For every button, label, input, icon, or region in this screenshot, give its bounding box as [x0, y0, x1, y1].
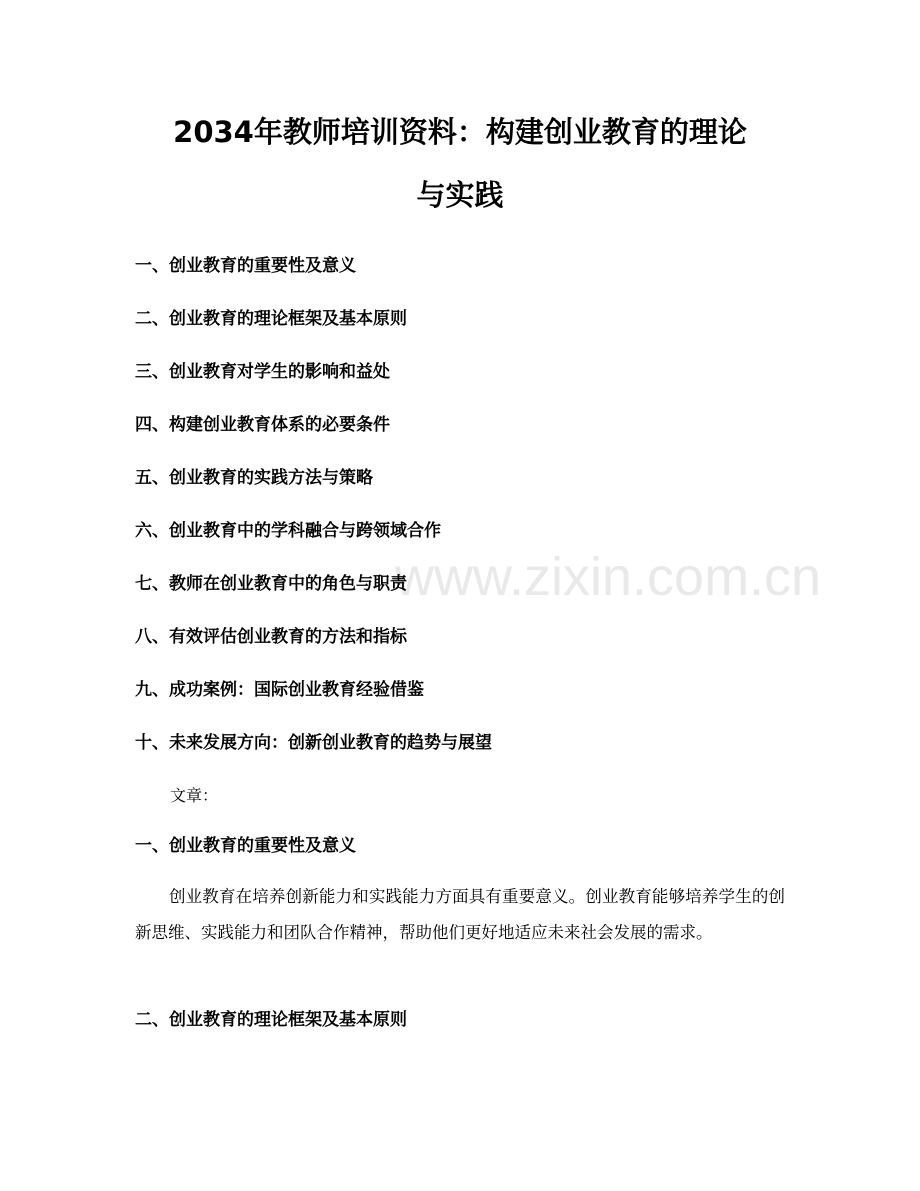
outline-item: 九、成功案例：国际创业教育经验借鉴: [135, 680, 424, 700]
document-title-line-2: 与实践: [416, 178, 504, 212]
outline-item: 十、未来发展方向：创新创业教育的趋势与展望: [135, 733, 492, 753]
outline-item: 四、构建创业教育体系的必要条件: [135, 415, 390, 435]
document-title-line-1: 2034年教师培训资料：构建创业教育的理论: [173, 115, 747, 149]
outline-item: 七、教师在创业教育中的角色与职责: [135, 574, 407, 594]
section-heading: 一、创业教育的重要性及意义: [135, 836, 356, 856]
outline-item: 六、创业教育中的学科融合与跨领域合作: [135, 521, 441, 541]
watermark: www.zixin.com.cn: [395, 547, 822, 607]
outline-item: 三、创业教育对学生的影响和益处: [135, 362, 390, 382]
outline-item: 五、创业教育的实践方法与策略: [135, 468, 373, 488]
section-heading: 二、创业教育的理论框架及基本原则: [135, 1010, 407, 1030]
outline-item: 八、有效评估创业教育的方法和指标: [135, 627, 407, 647]
section-paragraph: 创业教育在培养创新能力和实践能力方面具有重要意义。创业教育能够培养学生的创新思维、实践能力和团队合作精神，帮助他们更好地适应未来社会发展的需求。: [135, 887, 785, 942]
outline-item: 一、创业教育的重要性及意义: [135, 256, 356, 276]
outline-item: 二、创业教育的理论框架及基本原则: [135, 309, 407, 329]
article-label: 文章：: [170, 786, 219, 805]
